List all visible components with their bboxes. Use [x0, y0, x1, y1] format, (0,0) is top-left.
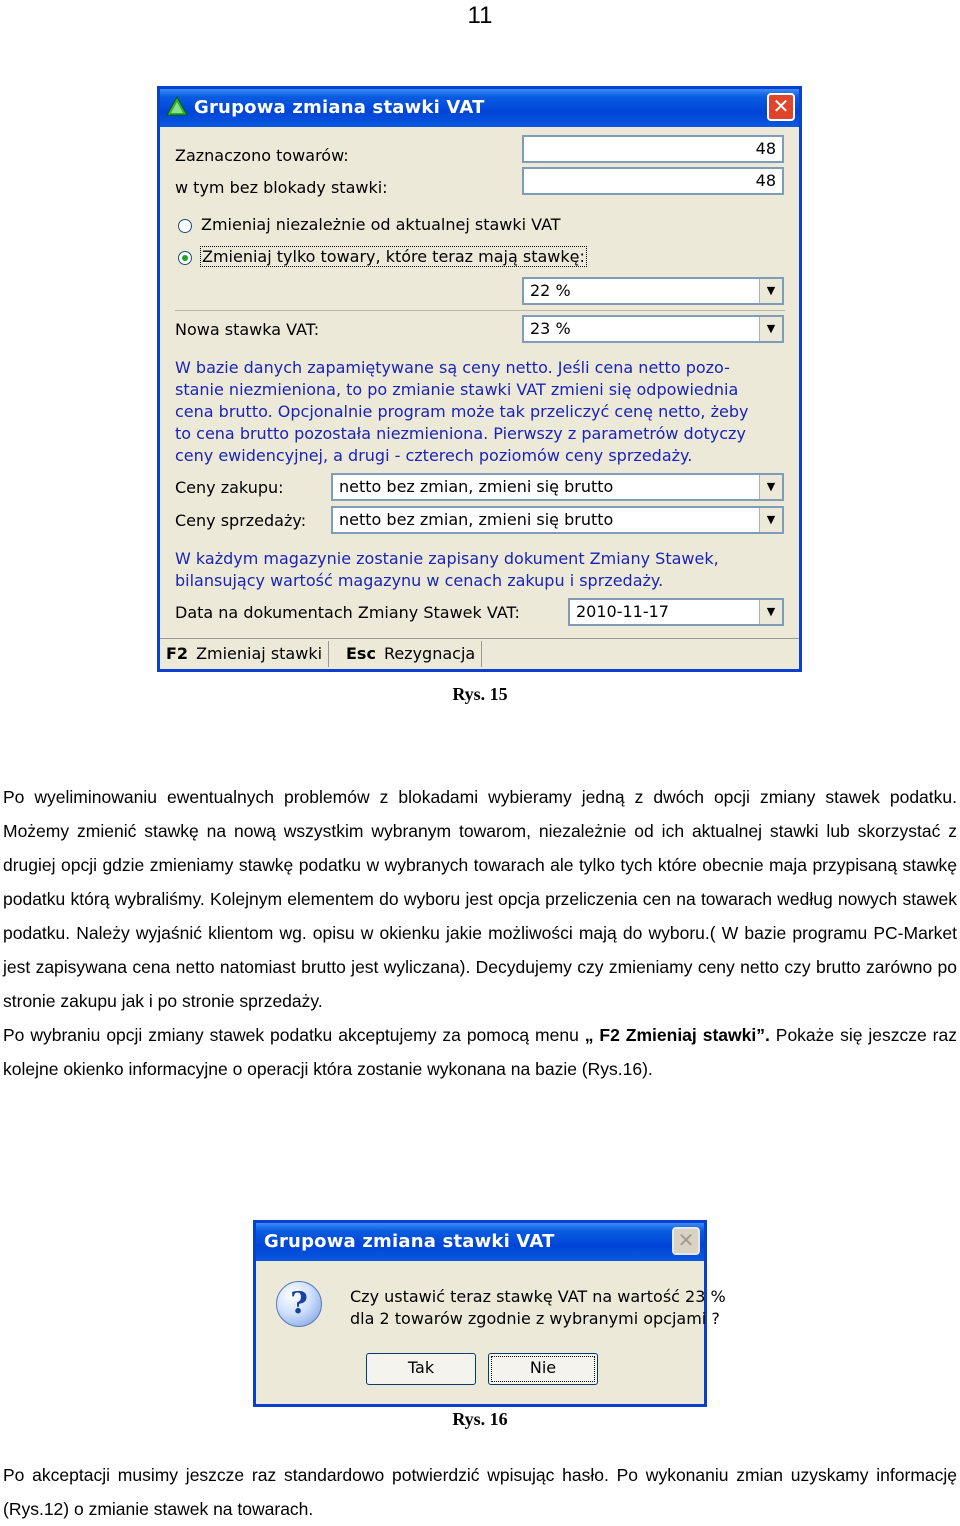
cancel-button[interactable] [340, 641, 482, 667]
dialog-title: Grupowa zmiana stawki VAT [194, 97, 485, 118]
change-rates-button[interactable] [160, 641, 329, 667]
paragraph-2-part-2: Pokaże się jeszcze raz kolejne okienko informacyjne o operacji która zostanie wykonana na bazie (Rys.16). [3, 1025, 957, 1079]
unblocked-label: w tym bez blokady stawki: [175, 178, 388, 197]
figure-caption-16: Rys. 16 [452, 1409, 508, 1429]
close-button[interactable] [767, 93, 795, 121]
paragraph-2-text [3, 1018, 957, 1086]
dialog-footer [160, 638, 799, 669]
info-line: ceny ewidencyjnej, a drugi - czterech poziomów ceny sprzedaży. [175, 446, 693, 465]
purchase-prices-select[interactable] [331, 473, 784, 501]
esc-key: Esc [346, 644, 376, 663]
info-text-prices [175, 357, 748, 467]
confirm-message-line-1: Czy ustawić teraz stawkę VAT na wartość 23 % [350, 1287, 726, 1306]
current-rate-value: 22 % [530, 281, 571, 300]
info-line: cena brutto. Opcjonalnie program może tak przeliczyć cenę netto, żeby [175, 402, 749, 421]
radio-change-matching-label[interactable]: Zmieniaj tylko towary, które teraz mają stawkę: [202, 247, 585, 266]
separator [175, 310, 785, 311]
info-line: stanie niezmieniona, to po zmianie stawki VAT zmieni się odpowiednia [175, 380, 739, 399]
no-button[interactable]: Nie [488, 1353, 598, 1385]
confirm-title: Grupowa zmiana stawki VAT [264, 1231, 555, 1252]
paragraph-2-menu-name: „ F2 Zmieniaj stawki”. [584, 1025, 770, 1045]
info-line: W bazie danych zapamiętywane są ceny netto. Jeśli cena netto pozo- [175, 358, 730, 377]
selected-label: Zaznaczono towarów: [175, 146, 349, 165]
paragraph-2-part-1: Po wybraniu opcji zmiany stawek podatku akceptujemy za pomocą menu [3, 1025, 585, 1045]
document-date-label: Data na dokumentach Zmiany Stawek VAT: [175, 603, 520, 622]
confirm-message-line-2: dla 2 towarów zgodnie z wybranymi opcjami ? [350, 1309, 720, 1328]
unblocked-count-field: 48 [522, 167, 784, 195]
radio-change-matching[interactable] [178, 251, 192, 265]
f2-key: F2 [166, 644, 189, 663]
close-icon: ✕ [772, 94, 790, 118]
yes-button[interactable]: Tak [366, 1353, 476, 1385]
info-line: bilansujący wartość magazynu w cenach zakupu i sprzedaży. [175, 571, 664, 590]
document-date-select[interactable] [568, 598, 784, 626]
purchase-prices-label: Ceny zakupu: [175, 478, 284, 497]
info-text-warehouse [175, 548, 719, 592]
sale-prices-value: netto bez zmian, zmieni się brutto [339, 510, 614, 529]
confirm-dialog [253, 1220, 726, 1407]
chevron-down-icon[interactable]: ▼ [759, 508, 782, 532]
confirm-titlebar[interactable] [256, 1223, 704, 1261]
change-rates-label: Zmieniaj stawki [196, 644, 323, 663]
document-date-value: 2010-11-17 [576, 602, 669, 621]
paragraph-1 [3, 780, 957, 1086]
selected-count-field: 48 [522, 135, 784, 163]
sale-prices-select[interactable] [331, 506, 784, 534]
sale-prices-label: Ceny sprzedaży: [175, 511, 307, 530]
info-line: W każdym magazynie zostanie zapisany dokument Zmiany Stawek, [175, 549, 719, 568]
chevron-down-icon[interactable]: ▼ [759, 317, 782, 341]
new-rate-value: 23 % [530, 319, 571, 338]
chevron-down-icon[interactable]: ▼ [759, 600, 782, 624]
purchase-prices-value: netto bez zmian, zmieni się brutto [339, 477, 614, 496]
question-icon: ? [276, 1281, 322, 1327]
vat-change-dialog [157, 86, 802, 672]
new-rate-select[interactable] [522, 315, 784, 343]
paragraph-1-text: Po wyeliminowaniu ewentualnych problemów z blokadami wybieramy jedną z dwóch opcji zmiany stawek podatku. Możemy zmienić stawkę na nową wszystkim wybranym towarom, niezależnie od ich aktualnej stawki lub skorzystać z drugiej opcji gdzie zmieniamy stawkę podatku w wybranych towarach ale tylko tych które obecnie maja przypisaną stawkę podatku którą wybraliśmy. Kolejnym elementem do wyboru jest opcja przeliczenia cen na towarach według nowych stawek podatku. Należy wyjaśnić klientom wg. opisu w okienku jakie możliwości mają do wyboru.( W bazie programu PC-Market jest zapisywana cena netto natomiast brutto jest wyliczana). Decydujemy czy zmieniamy ceny netto czy brutto zarówno po stronie zakupu jak i po stronie sprzedaży. [3, 787, 957, 1011]
close-icon: ✕ [677, 1228, 695, 1252]
figure-caption-15: Rys. 15 [452, 684, 508, 704]
chevron-down-icon[interactable]: ▼ [759, 279, 782, 303]
info-line: to cena brutto pozostała niezmieniona. Pierwszy z parametrów dotyczy [175, 424, 746, 443]
current-rate-select[interactable] [522, 277, 784, 305]
dialog-titlebar[interactable] [160, 89, 799, 127]
app-icon [166, 96, 188, 118]
confirm-close-button[interactable] [672, 1227, 700, 1255]
paragraph-3: Po akceptacji musimy jeszcze raz standardowo potwierdzić wpisując hasło. Po wykonaniu zmian uzyskamy informację (Rys.12) o zmianie stawek na towarach. [3, 1465, 957, 1519]
chevron-down-icon[interactable]: ▼ [759, 475, 782, 499]
page-number: 11 [467, 2, 493, 29]
radio-change-all[interactable] [178, 219, 192, 233]
radio-change-all-label[interactable]: Zmieniaj niezależnie od aktualnej stawki VAT [201, 215, 561, 234]
new-rate-label: Nowa stawka VAT: [175, 320, 320, 339]
cancel-label: Rezygnacja [383, 644, 476, 663]
